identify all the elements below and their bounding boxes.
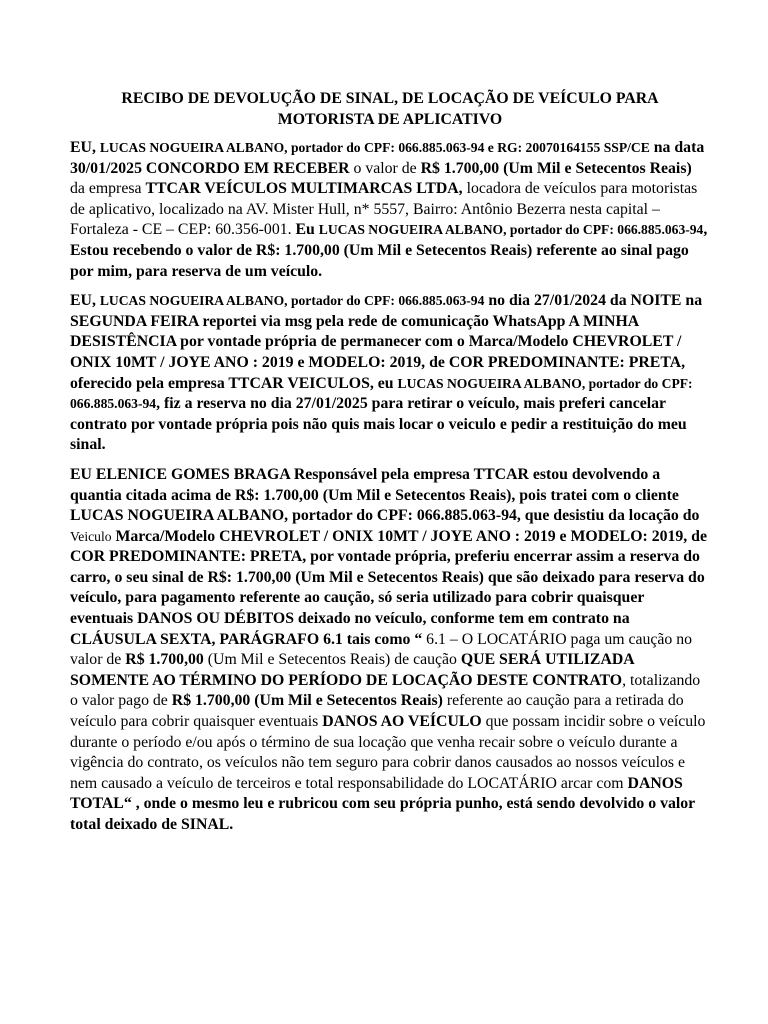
text-run: DANOS TOTAL“ , onde o mesmo leu e rubricou com seu própria punho, está sendo devolvido o valor total deixado de SINAL. [70,774,695,833]
text-run: EU, [70,139,100,156]
text-run: QUE SERÁ UTILIZADA SOMENTE AO TÉRMINO DO PERÍODO DE LOCAÇÃO DESTE CONTRATO [70,651,634,689]
text-run: que possam incidir sobre o veículo durante o período e/ou após o término de sua locação que venha recair sobre o veículo durante a vigência do contrato, os veículos não tem seguro para cobrir danos causados ao nossos veículos e nem causado a veículo de terceiros e total responsabilidade do LOCATÁRIO arcar com [70,713,706,792]
text-run: no dia 27/01/2024 da NOITE na SEGUNDA FEIRA reportei via msg pela rede de comunicação WhatsApp A MINHA DESISTÊNCIA por vontade própria de permanecer com o Marca/Modelo CHEVROLET / ONIX 10MT / JOYE ANO : 2019 e MODELO: 2019, de COR PREDOMINANTE: PRETA, oferecido pela empresa TTCAR VEICULOS, eu [70,292,703,392]
text-run: LUCAS NOGUEIRA ALBANO [397,375,582,391]
text-run: , portador do CPF: 066.885.063-94 [503,222,704,238]
text-run: R$ 1.700,00 (Um Mil e Setecentos Reais) [420,159,692,177]
title-line-2: MOTORISTA DE APLICATIVO [277,111,503,128]
text-run: LUCAS NOGUEIRA ALBANO [99,293,285,309]
text-run: , portador do CPF: 066.885.063-94 [70,375,693,412]
text-run: R$ 1.700,00 (Um Mil e Setecentos Reais) [171,692,443,710]
text-run: TTCAR VEÍCULOS MULTIMARCAS LTDA, [145,180,463,198]
text-run: na data 30/01/2025 CONCORDO EM RECEBER [70,139,705,177]
text-run: da empresa [70,180,146,198]
text-run: LUCAS NOGUEIRA ALBANO [318,222,504,238]
text-run: , portador do CPF: 066.885.063-94 [284,293,485,309]
text-run: EU, [70,292,100,310]
text-run: , portador do CPF: 066.885.063-94 e RG: 20070164155 [284,140,604,155]
paragraph-withdrawal-statement [70,291,710,456]
paragraph-refund-statement [70,465,710,836]
text-run: , totalizando o valor pago de [70,671,701,710]
text-run: R$ 1.700,00 [125,651,204,669]
text-run: locadora de veículos para motoristas de aplicativo, localizado na AV. Mister Hull, n* 5557, Bairro: Antônio Bezerra nesta capital – Fortaleza - CE – CEP: 60.356-001. [70,180,698,239]
text-run: , Estou recebendo o valor de R$: 1.700,00 (Um Mil e Setecentos Reais) referente ao sinal pago por mim, para reserva de um veículo. [70,221,708,280]
title-line-1: RECIBO DE DEVOLUÇÃO DE SINAL, DE LOCAÇÃO DE VEÍCULO PARA [121,90,659,107]
text-run: Eu [295,221,319,239]
paragraph-receipt-agreement [70,138,710,282]
text-run: Marca/Modelo CHEVROLET / ONIX 10MT / JOYE ANO : 2019 e MODELO: 2019, de COR PREDOMINANTE: PRETA, por vontade própria, preferiu encerrar assim a reserva do carro, o seu sinal de R$: 1.700,00 (Um Mil e Setecentos Reais) que são deixado para reserva do veículo, para pagamento referente ao caução, só seria utilizado para cobrir quaisquer eventuais DANOS OU DÉBITOS deixado no veículo, conforme tem em contrato na CLÁUSULA SEXTA, PARÁGRAFO 6.1 tais como “ [70,527,707,648]
text-run: o valor de [349,159,421,177]
document-title [70,88,710,130]
text-run: 6.1 – O LOCATÁRIO paga um caução no valor de [70,630,693,669]
text-run: , fiz a reserva no dia 27/01/2025 para retirar o veículo, mais preferi cancelar contrato por vontade própria pois não quis mais locar o veiculo e pedir a restituição do meu sinal. [70,395,687,454]
text-run: EU ELENICE GOMES BRAGA Responsável pela empresa TTCAR estou devolvendo a quantia citada acima de R$: 1.700,00 (Um Mil e Setecentos Reais), pois tratei com o cliente LUCAS NOGUEIRA ALBANO, portador do CPF: 066.885.063-94, que desistiu da locação do [70,465,700,525]
text-run: LUCAS NOGUEIRA ALBANO [99,140,285,155]
text-run: referente ao caução para a retirada do veículo para cobrir quaisquer eventuais [70,692,684,731]
text-run: SSP/CE [603,140,650,155]
text-run: DANOS AO VEÍCULO [322,713,482,731]
text-run: Veiculo [70,528,112,544]
text-run: (Um Mil e Setecentos Reais) de caução [203,651,461,669]
